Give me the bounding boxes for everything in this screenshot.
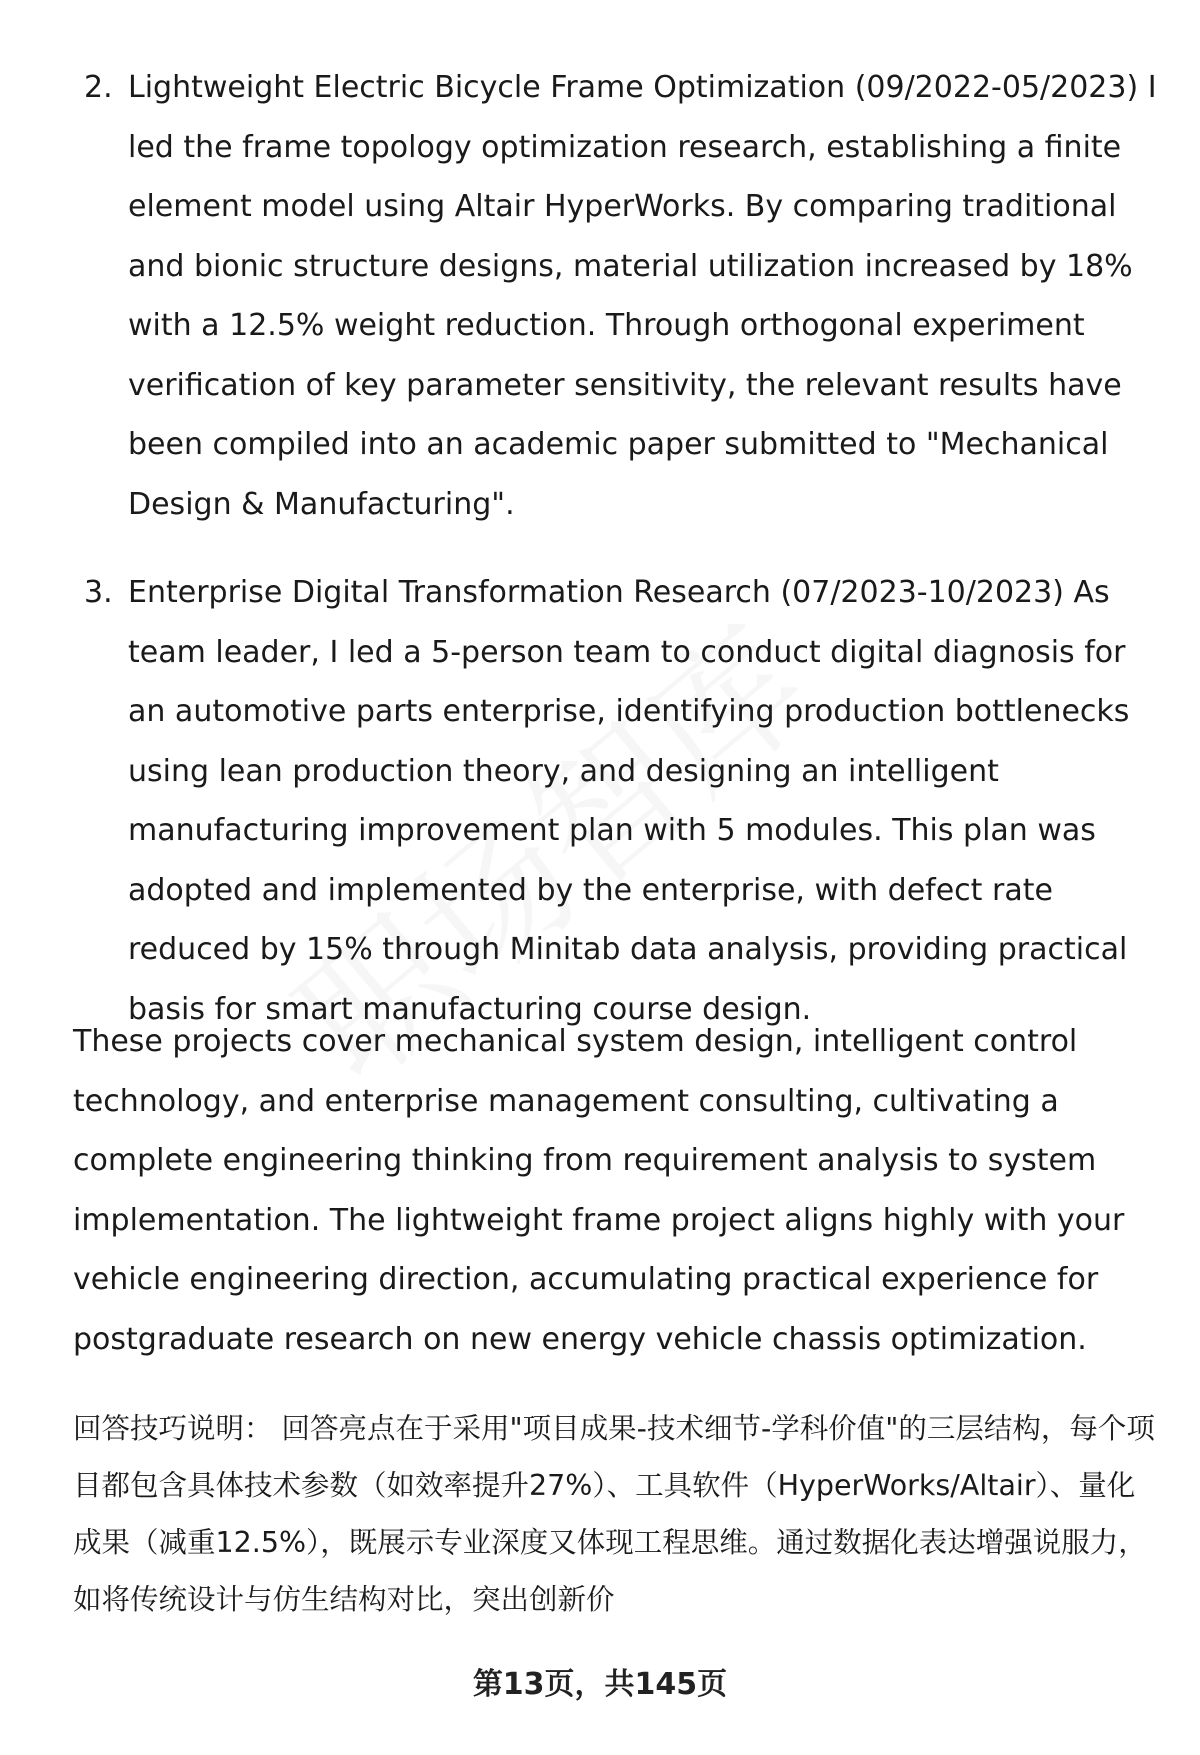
list-item-number: 3.: [84, 575, 113, 610]
list-item: [0, 58, 1200, 534]
list-item-text: Enterprise Digital Transformation Research (07/2023-10/2023) As team leader, I led a 5-person team to conduct digital diagnosis for an automotive parts enterprise, identifying production bottlenecks using lean production theory, and designing an intelligent manufacturing improvement plan with 5 modules. This plan was adopted and implemented by the enterprise, with defect rate reduced by 15% through Minitab data analysis, providing practical basis for smart manufacturing course design.: [128, 575, 1130, 1027]
tips-paragraph: 回答技巧说明： 回答亮点在于采用"项目成果-技术细节-学科价值"的三层结构，每个项目都包含具体技术参数（如效率提升27%）、工具软件（HyperWorks/Altair）、量化成果（减重12.5%），既展示专业深度又体现工程思维。通过数据化表达增强说服力，如将传统设计与仿生结构对比，突出创新价: [73, 1412, 1155, 1616]
list-item-number: 2.: [84, 70, 113, 105]
list-item: [0, 563, 1200, 1039]
project-list: [0, 58, 1200, 1068]
summary-paragraph: These projects cover mechanical system design, intelligent control technology, and enterprise management consulting, cultivating a complete engineering thinking from requirement analysis to system implementation. The lightweight frame project aligns highly with your vehicle engineering direction, accumulating practical experience for postgraduate research on new energy vehicle chassis optimization.: [73, 1024, 1125, 1357]
page-footer: 第13页，共145页: [472, 1667, 728, 1702]
list-item-text: Lightweight Electric Bicycle Frame Optimization (09/2022-05/2023) I led the frame topology optimization research, establishing a finite element model using Altair HyperWorks. By comparing traditional and bionic structure designs, material utilization increased by 18% with a 12.5% weight reduction. Through orthogonal experiment verification of key parameter sensitivity, the relevant results have been compiled into an academic paper submitted to "Mechanical Design & Manufacturing".: [128, 70, 1157, 522]
